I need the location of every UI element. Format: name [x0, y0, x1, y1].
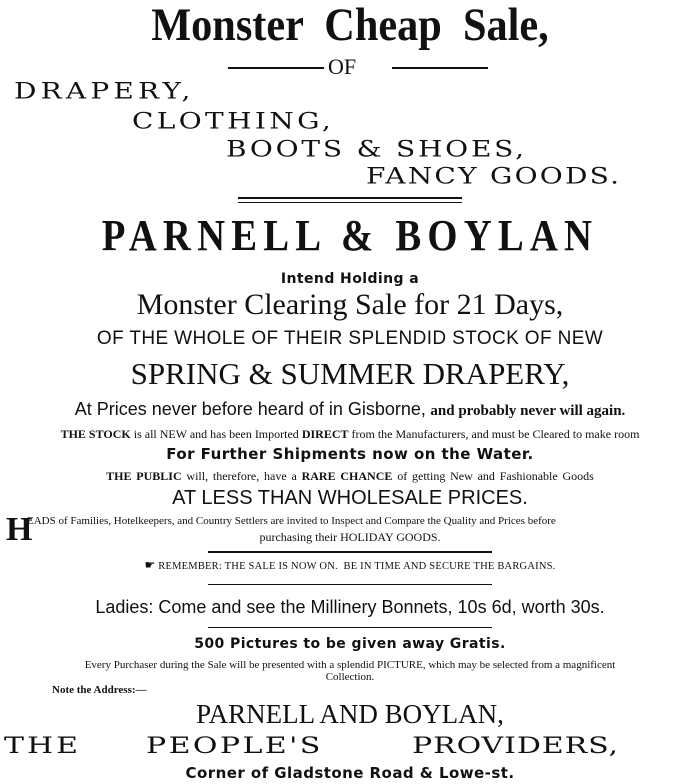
note-address: Note the Address:—: [52, 684, 147, 696]
stock-line-c: DIRECT: [301, 427, 349, 441]
prices-line-a: At Prices never before heard of in Gisborne,: [74, 399, 426, 419]
headline: Monster Cheap Sale,: [151, 0, 549, 51]
intend-line: Intend Holding a: [280, 271, 420, 287]
prices-line-b: and probably never will again.: [430, 403, 626, 419]
pointing-hand-icon: ☛: [144, 558, 156, 572]
divider-rule-1: [208, 551, 492, 553]
address-line: Corner of Gladstone Road & Lowe-st.: [185, 764, 515, 782]
prices-line: [0, 400, 700, 419]
public-line-c: RARE CHANCE: [301, 469, 393, 483]
purchaser-line-1: Every Purchaser during the Sale will be presented with a splendid PICTURE, which may be selected from a magnificent: [84, 659, 616, 671]
divider-double-bottom: [238, 202, 462, 203]
season-line: SPRING & SUMMER DRAPERY,: [130, 356, 570, 391]
category-clothing: CLOTHING,: [132, 107, 335, 134]
wholesale-line: AT LESS THAN WHOLESALE PRICES.: [172, 487, 528, 509]
stock-line-a: THE STOCK: [60, 427, 131, 441]
heads-line-2: purchasing their HOLIDAY GOODS.: [259, 530, 441, 544]
of-rule-left: [228, 67, 324, 69]
heads-line-1: EADS of Families, Hotelkeepers, and Country Settlers are invited to Inspect and Compare the Quality and Prices before: [27, 515, 556, 527]
providers-the: THE: [4, 732, 82, 759]
firm-and-line: PARNELL AND BOYLAN,: [196, 699, 504, 729]
pictures-line: 500 Pictures to be given away Gratis.: [194, 636, 506, 652]
category-drapery: DRAPERY,: [14, 77, 195, 104]
divider-rule-3: [208, 627, 492, 628]
heads-initial: H: [6, 511, 33, 548]
public-line-b: will, therefore, have a: [186, 469, 297, 483]
category-fancy-goods: FANCY GOODS.: [366, 162, 622, 189]
public-line-d: of getting New and Fashionable Goods: [397, 469, 594, 483]
remember-text: REMEMBER: THE SALE IS NOW ON. BE IN TIME AND SECURE THE BARGAINS.: [158, 561, 556, 572]
firm-name: PARNELL & BOYLAN: [101, 211, 599, 260]
providers-peoples: PEOPLE'S: [146, 732, 323, 759]
providers-providers: PROVIDERS,: [412, 732, 619, 759]
purchaser-line-2: Collection.: [325, 671, 375, 683]
remember-line: [0, 559, 700, 573]
category-boots-shoes: BOOTS & SHOES,: [226, 135, 527, 162]
whole-stock-line: OF THE WHOLE OF THEIR SPLENDID STOCK OF NEW: [96, 328, 604, 349]
clearing-sale-line: Monster Clearing Sale for 21 Days,: [136, 288, 564, 321]
public-line: [0, 470, 700, 482]
ladies-line: Ladies: Come and see the Millinery Bonnets, 10s 6d, worth 30s.: [95, 597, 605, 617]
divider-double-top: [238, 197, 462, 199]
public-line-a: THE PUBLIC: [106, 469, 182, 483]
divider-rule-2: [208, 584, 492, 585]
stock-line-b: is all NEW and has been Imported: [133, 427, 299, 441]
of-word: OF: [328, 54, 357, 79]
stock-line-d: from the Manufacturers, and must be Cleared to make room: [351, 427, 640, 441]
shipments-line: For Further Shipments now on the Water.: [166, 445, 534, 463]
stock-line: [0, 428, 700, 440]
of-rule-right: [392, 67, 488, 69]
